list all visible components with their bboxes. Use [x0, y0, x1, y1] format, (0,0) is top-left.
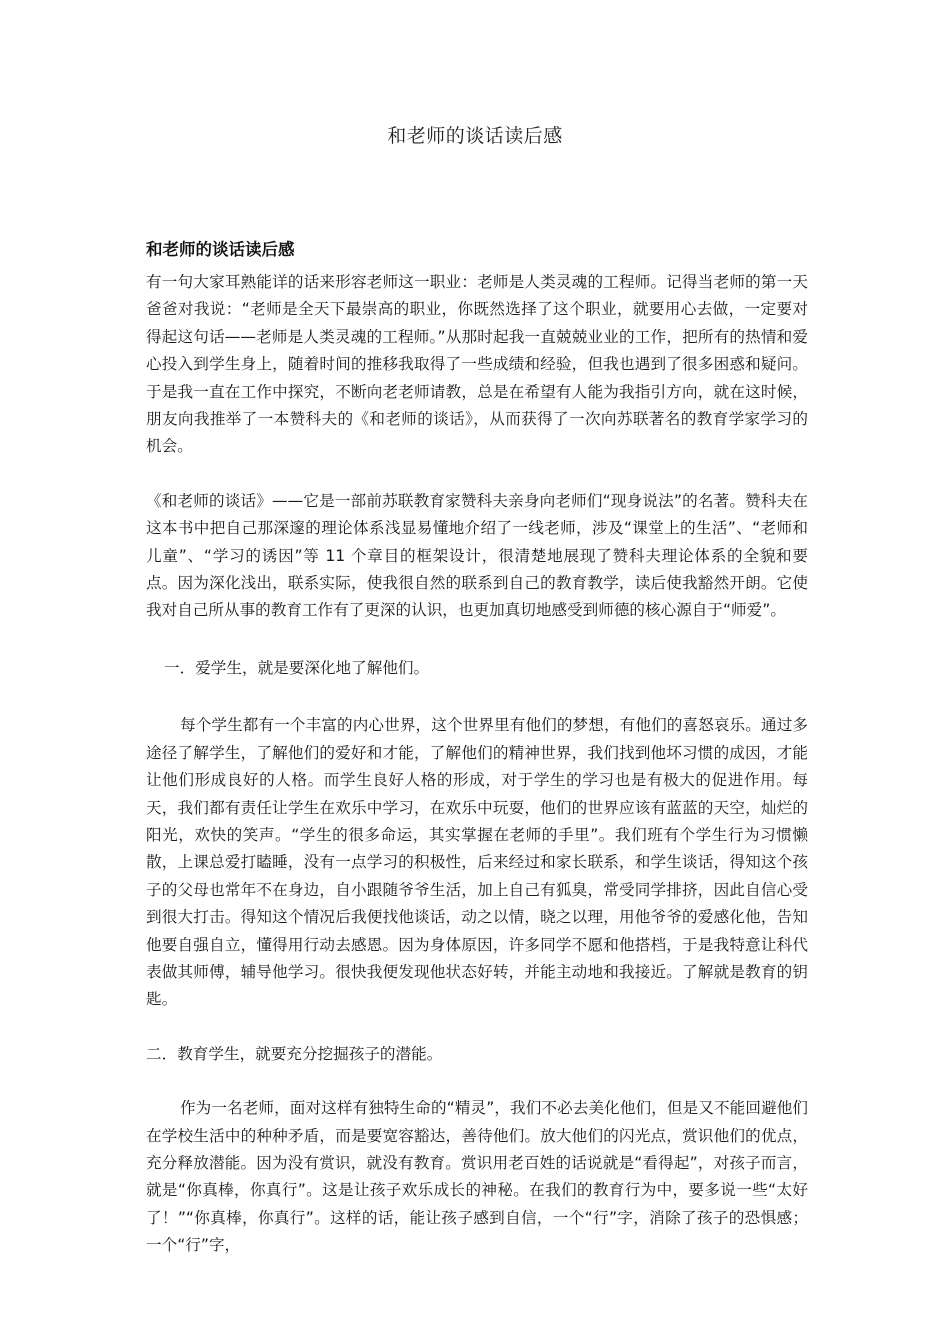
paragraph-section-2: 作为一名老师，面对这样有独特生命的“精灵”，我们不必去美化他们，但是又不能回避他们在学校生活中的种种矛盾，而是要宽容豁达，善待他们。放大他们的闪光点，赏识他们的优点，充分释放潜能。因为没有赏识，就没有教育。赏识用老百姓的话说就是“看得起”，对孩子而言，就是“你真棒，你真行”。这是让孩子欢乐成长的神秘。在我们的教育行为中，要多说一些“太好了！”“你真棒，你真行”。这样的话，能让孩子感到自信，一个“行”字，消除了孩子的恐惧感；一个“行”字， [146, 1099, 808, 1255]
paragraph-section-1: 每个学生都有一个丰富的内心世界，这个世界里有他们的梦想，有他们的喜怒哀乐。通过多途径了解学生，了解他们的爱好和才能，了解他们的精神世界，我们找到他坏习惯的成因，才能让他们形成良好的人格。而学生良好人格的形成，对于学生的学习也是有极大的促进作用。每天，我们都有责任让学生在欢乐中学习，在欢乐中玩耍，他们的世界应该有蓝蓝的天空，灿烂的阳光，欢快的笑声。“学生的很多命运，其实掌握在老师的手里”。我们班有个学生行为习惯懒散，上课总爱打瞌睡，没有一点学习的积极性，后来经过和家长联系，和学生谈话，得知这个孩子的父母也常年不在身边，自小跟随爷爷生活，加上自己有狐臭，常受同学排挤，因此自信心受到很大打击。得知这个情况后我便找他谈话，动之以情，晓之以理，用他爷爷的爱感化他，告知他要自强自立，懂得用行动去感恩。因为身体原因，许多同学不愿和他搭档，于是我特意让科代表做其师傅，辅导他学习。很快我便发现他状态好转，并能主动地和我接近。了解就是教育的钥匙。 [146, 716, 808, 1009]
article-heading: 和老师的谈话读后感 [146, 240, 295, 259]
article-body [146, 236, 808, 1260]
section-heading-1: 一．爱学生，就是要深化地了解他们。 [164, 658, 430, 677]
page-title: 和老师的谈话读后感 [387, 125, 563, 147]
paragraph-intro: 有一句大家耳熟能详的话来形容老师这一职业：老师是人类灵魂的工程师。记得当老师的第一天爸爸对我说：“老师是全天下最崇高的职业，你既然选择了这个职业，就要用心去做，一定要对得起这句话——老师是人类灵魂的工程师。”从那时起我一直兢兢业业的工作，把所有的热情和爱心投入到学生身上，随着时间的推移我取得了一些成绩和经验，但我也遇到了很多困惑和疑问。于是我一直在工作中探究，不断向老老师请教，总是在希望有人能为我指引方向，就在这时候，朋友向我推举了一本赞科夫的《和老师的谈话》，从而获得了一次向苏联著名的教育学家学习的机会。 [146, 273, 808, 456]
section-heading-2: 二．教育学生，就要充分挖掘孩子的潜能。 [146, 1044, 443, 1063]
paragraph-book-summary: 《和老师的谈话》——它是一部前苏联教育家赞科夫亲身向老师们“现身说法”的名著。赞科夫在这本书中把自己那深邃的理论体系浅显易懂地介绍了一线老师，涉及“课堂上的生活”、“老师和儿童”、“学习的诱因”等 11 个章目的框架设计，很清楚地展现了赞科夫理论体系的全貌和要点。因为深化浅出，联系实际，使我很自然的联系到自己的教育教学，读后使我豁然开朗。它使我对自己所从事的教育工作有了更深的认识，也更加真切地感受到师德的核心源自于“师爱”。 [146, 491, 808, 620]
